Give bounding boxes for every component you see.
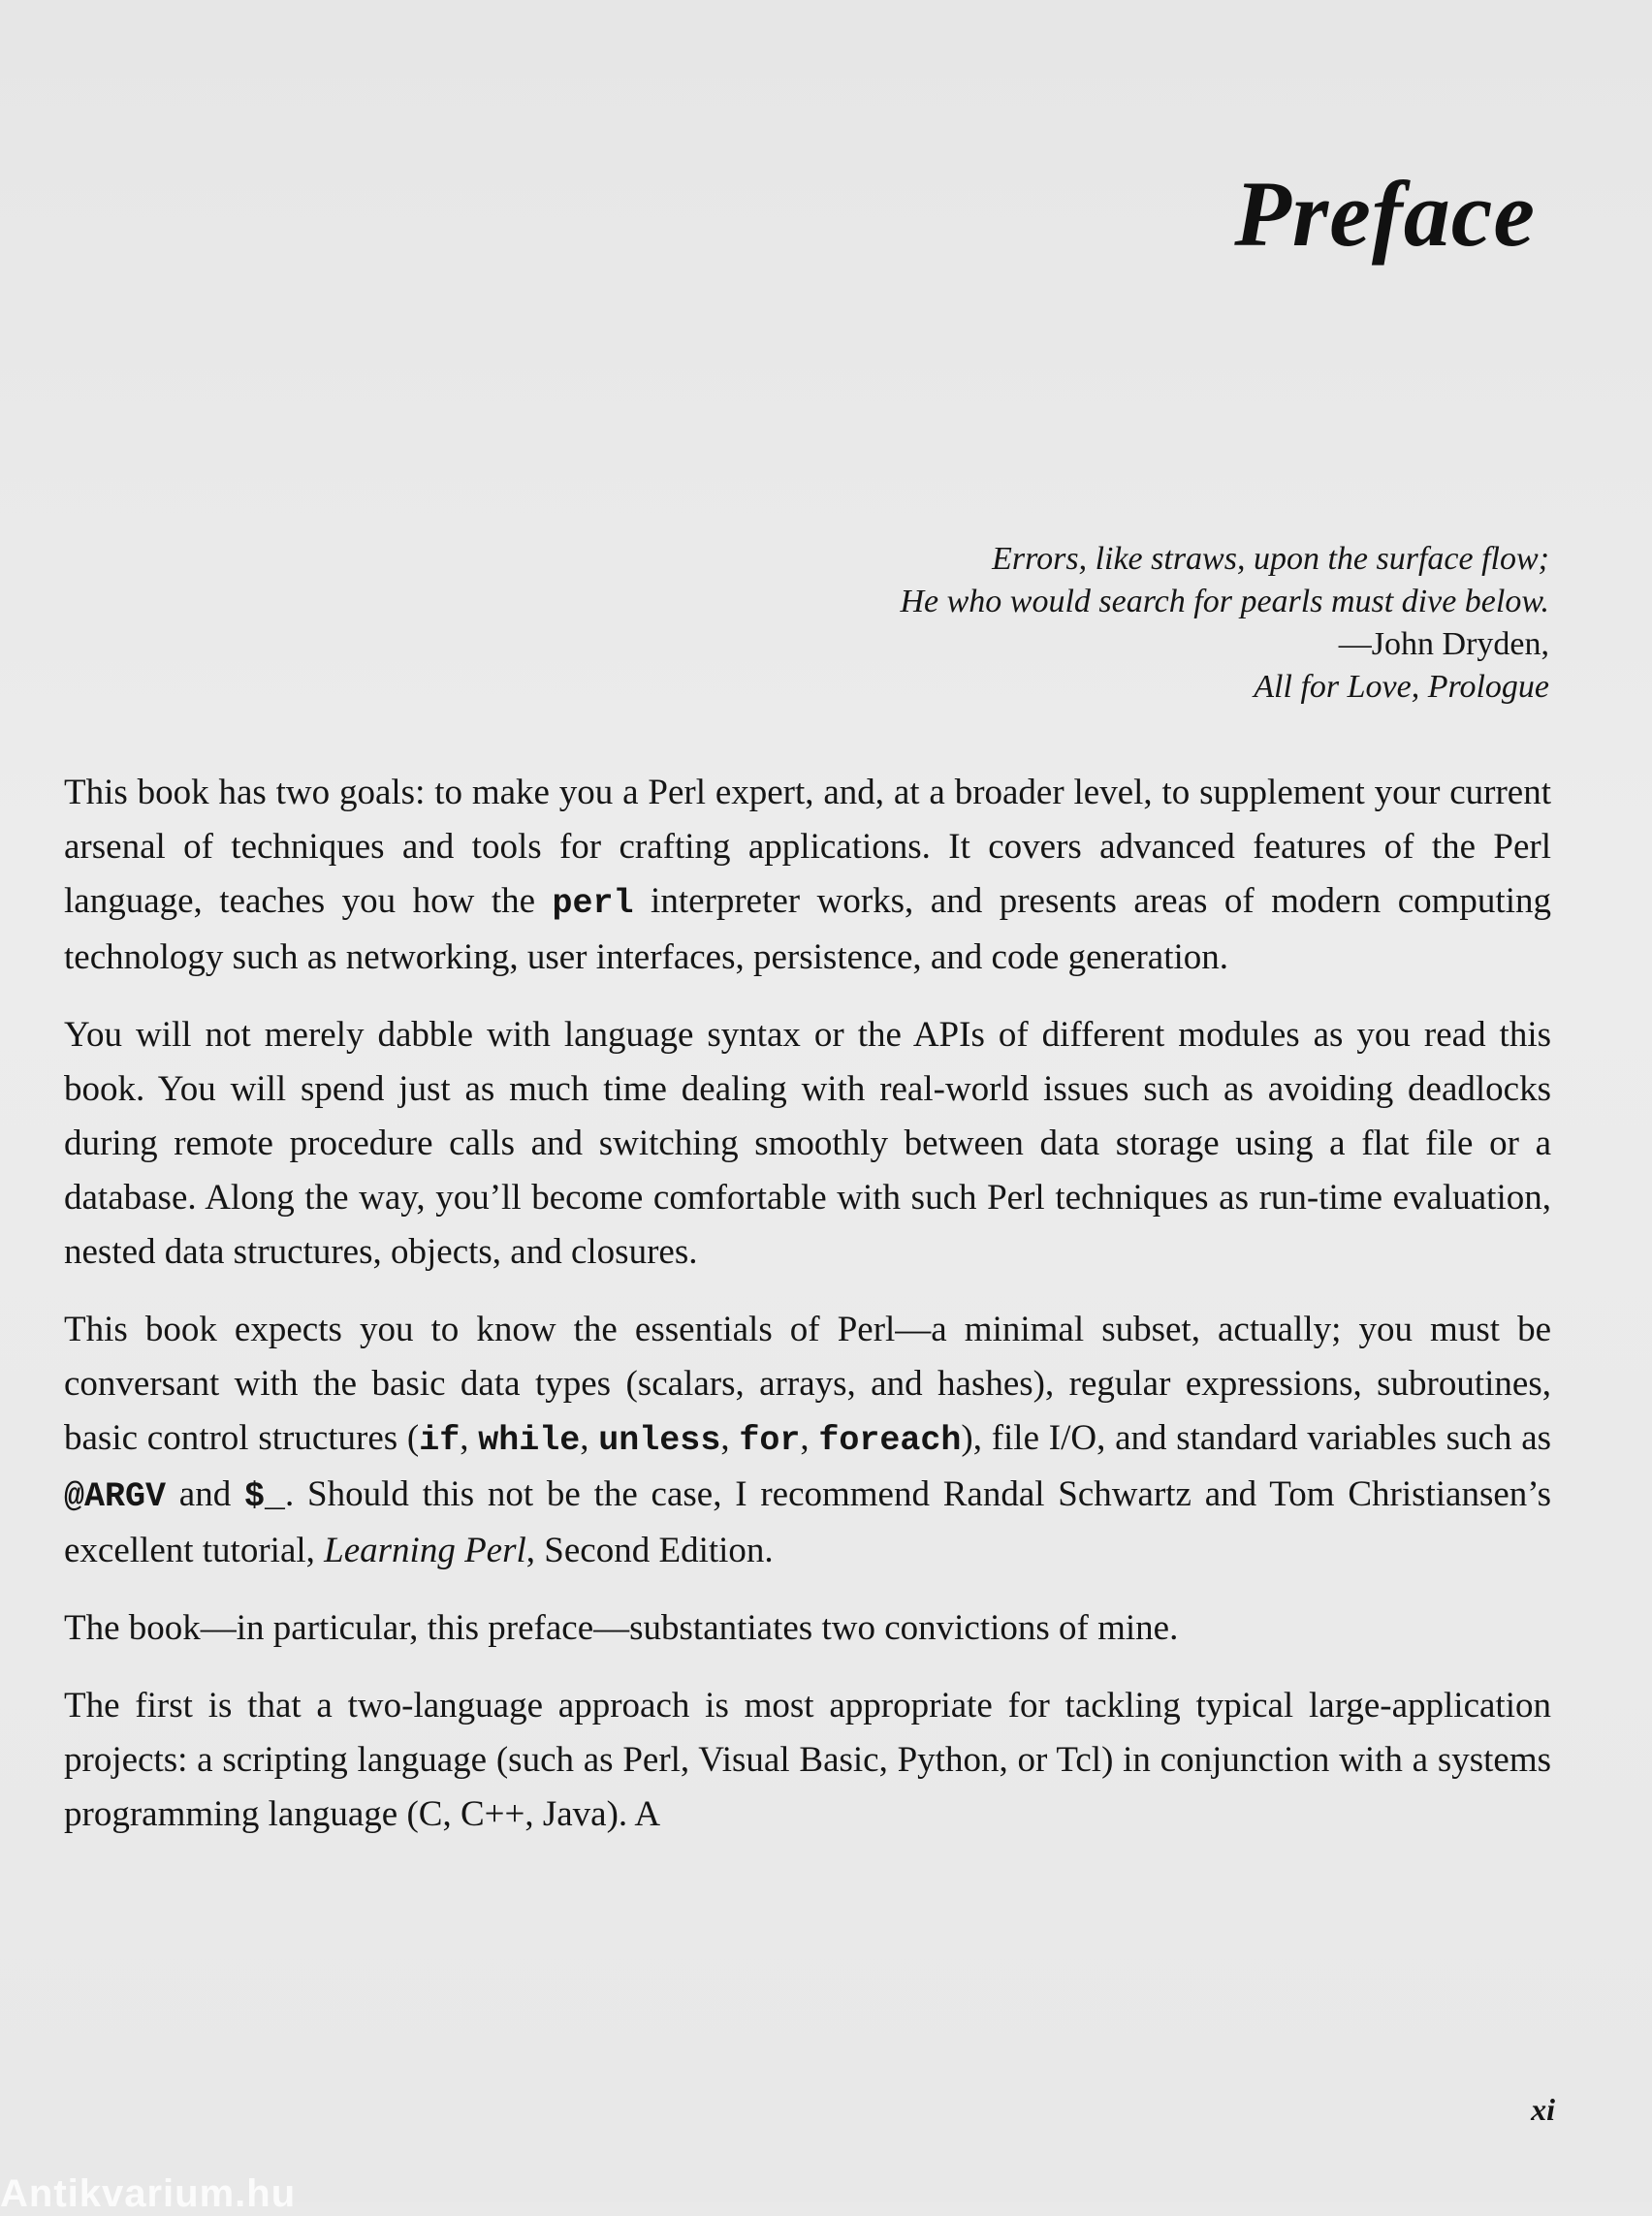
paragraph-1 [64, 766, 1551, 985]
paragraph-3-text-b: ), file I/O, and standard variables such as [961, 1418, 1552, 1458]
paragraph-3-text-a: This book expects you to know the essentials of Perl—a minimal subset, actually; you must be conversant with the basic data types (scalars, arrays, and hashes), regular expressions, subroutines, basic control structures ( [64, 1310, 1551, 1458]
code-argv: @ARGV [64, 1477, 167, 1516]
paragraph-4: The book—in particular, this preface—substantiates two convictions of mine. [64, 1608, 1179, 1648]
paragraph-1-text-a: This book has two goals: to make you a Perl expert, and, at a broader level, to supplement your current arsenal of techniques and tools for crafting applications. It covers advanced features of the Perl language, teaches you how the [64, 773, 1551, 921]
paragraph-3 [64, 1303, 1551, 1578]
watermark: Antikvarium.hu [0, 2172, 297, 2215]
paragraph-1-text-b: interpreter works, and presents areas of modern computing technology such as networking, user interfaces, persistence, and code generation. [64, 881, 1551, 977]
code-unless: unless [598, 1421, 721, 1460]
page-number: xi [1531, 2092, 1555, 2127]
epigraph-author: —John Dryden, [1338, 626, 1549, 662]
code-foreach: foreach [818, 1421, 962, 1460]
epigraph [677, 538, 1549, 709]
paragraph-2: You will not merely dabble with language syntax or the APIs of different modules as you read this book. You will spend just as much time dealing with real-world issues such as avoiding deadlocks during remote procedure calls and switching smoothly between data storage using a flat file or a database. Along the way, you’ll become comfortable with such Perl techniques as run-time evaluation, nested data structures, objects, and closures. [64, 1015, 1551, 1272]
paragraph-3-text-d: . Should this not be the case, I recommend Randal Schwartz and Tom Christiansen’s excellent tutorial, [64, 1474, 1551, 1570]
code-while: while [478, 1421, 581, 1460]
code-for: for [739, 1421, 801, 1460]
separator: , [460, 1418, 479, 1458]
chapter-title: Preface [1234, 162, 1536, 266]
separator: , [580, 1418, 599, 1458]
paragraph-3-text-c: and [166, 1474, 244, 1514]
separator: , [800, 1418, 819, 1458]
code-default-var: $_ [243, 1477, 285, 1516]
book-title-learning-perl: Learning Perl [324, 1531, 526, 1570]
separator: , [720, 1418, 740, 1458]
epigraph-line-2: He who would search for pearls must dive below. [900, 584, 1549, 619]
epigraph-source: All for Love, Prologue [1254, 669, 1549, 705]
code-perl: perl [552, 884, 634, 923]
body-text [64, 766, 1551, 1865]
paragraph-3-text-e: , Second Edition. [525, 1531, 774, 1570]
code-if: if [419, 1421, 461, 1460]
paragraph-5: The first is that a two-language approach is most appropriate for tackling typical large-application projects: a scripting language (such as Perl, Visual Basic, Python, or Tcl) in conjunction with a systems programming language (C, C++, Java). A [64, 1686, 1551, 1834]
epigraph-line-1: Errors, like straws, upon the surface flow; [992, 541, 1549, 577]
